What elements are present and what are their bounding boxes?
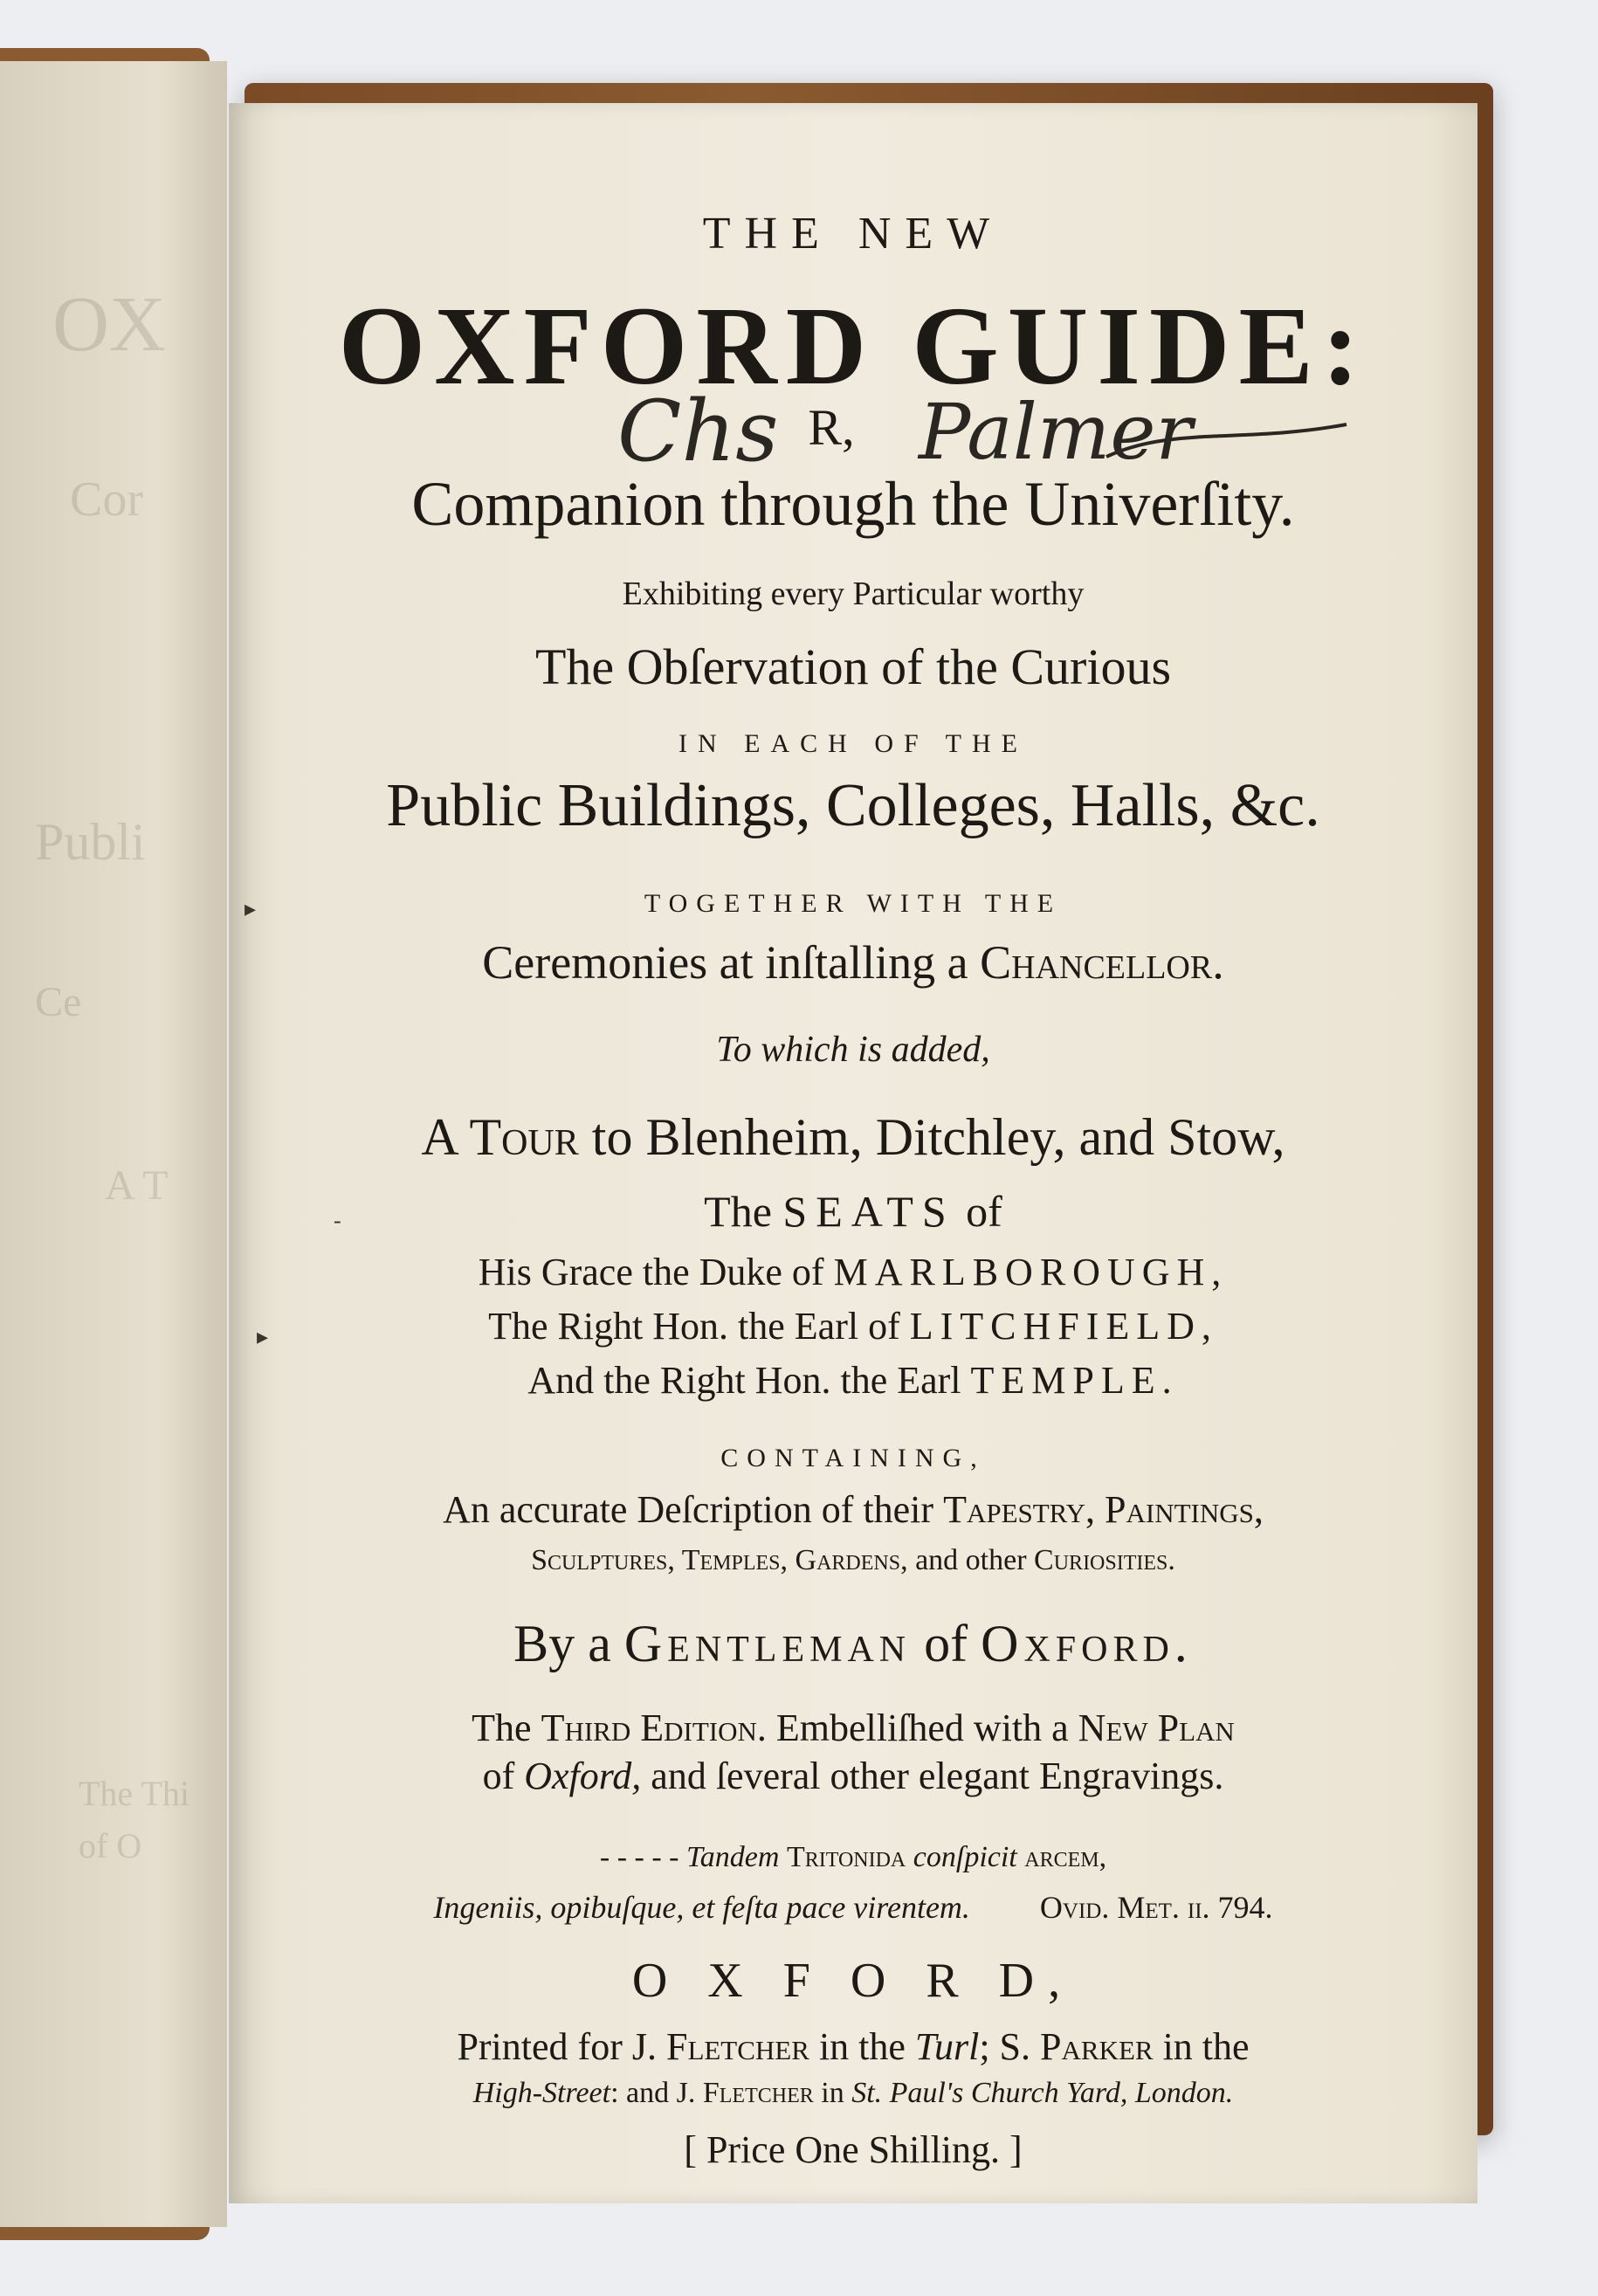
line-edition bbox=[229, 1706, 1477, 1750]
line-ceremonies bbox=[229, 935, 1477, 989]
left-page bbox=[0, 61, 227, 2227]
line-exhibiting: Exhibiting every Particular worthy bbox=[622, 576, 1085, 612]
line-in-each: IN EACH OF THE bbox=[678, 729, 1028, 758]
ed-d: New Plan bbox=[1078, 1706, 1235, 1749]
printed-c: in the bbox=[809, 2025, 915, 2068]
of-c: and ſeveral other elegant Engravings. bbox=[641, 1755, 1224, 1797]
quote2-a: Ingeniis, opibuſque, et feſta pace virentem. bbox=[433, 1890, 970, 1925]
line-high-street bbox=[229, 2077, 1477, 2110]
line-together: TOGETHER WITH THE bbox=[644, 889, 1063, 918]
ed-a: The bbox=[472, 1706, 541, 1749]
line-imprint-city: O X F O R D, bbox=[631, 1954, 1075, 2008]
line-tour bbox=[229, 1107, 1477, 1168]
line-seats bbox=[229, 1186, 1477, 1237]
by-b: Gentleman bbox=[623, 1615, 912, 1672]
litch-b: LITCHFIELD, bbox=[909, 1305, 1218, 1348]
printed-g: in the bbox=[1153, 2025, 1250, 2068]
ed-c: Embelliſhed with a bbox=[766, 1706, 1078, 1749]
duke-a: His Grace the Duke of bbox=[478, 1251, 834, 1293]
line-quote-2 bbox=[229, 1889, 1477, 1926]
printed-e: ; S. bbox=[979, 2025, 1041, 2068]
sculpt-a: Sculptures, Temples, Gardens, bbox=[531, 1544, 908, 1576]
of-b: Oxford, bbox=[524, 1755, 642, 1797]
duke-b: MARLBOROUGH, bbox=[833, 1251, 1229, 1293]
line-description bbox=[229, 1487, 1477, 1532]
desc-a: An accurate Deſcription of their bbox=[443, 1488, 944, 1531]
of-a: of bbox=[482, 1755, 525, 1797]
line-quote-1 bbox=[229, 1841, 1477, 1874]
chancellor-text: Chancellor. bbox=[980, 936, 1224, 989]
page-mark: - bbox=[334, 1208, 341, 1233]
line-price: [ Price One Shilling. ] bbox=[684, 2128, 1023, 2171]
ed-b: Third Edition. bbox=[541, 1706, 767, 1749]
main-title: OXFORD GUIDE: bbox=[338, 284, 1368, 408]
ghost-text: OX bbox=[52, 281, 166, 368]
line-public: Public Buildings, Colleges, Halls, &c. bbox=[386, 772, 1320, 839]
ghost-text: A T bbox=[105, 1162, 169, 1209]
high-d: in bbox=[813, 2077, 852, 2109]
line-temple bbox=[229, 1358, 1477, 1403]
ghost-text: Publi bbox=[35, 813, 146, 871]
quote1-d: conſpicit bbox=[906, 1841, 1025, 1873]
printed-b: Fletcher bbox=[665, 2025, 809, 2068]
quote2-b: Ovid. Met. ii. 794. bbox=[1039, 1890, 1273, 1925]
quote1-a: - - - - - bbox=[599, 1841, 687, 1873]
line-companion: Companion through the Univerſity. bbox=[411, 469, 1295, 539]
by-a: By a bbox=[513, 1615, 624, 1672]
tour-b: Tour bbox=[469, 1108, 579, 1166]
seats-c: of bbox=[954, 1187, 1002, 1236]
ceremonies-text: Ceremonies at inſtalling a bbox=[482, 936, 981, 989]
line-observation: The Obſervation of the Curious bbox=[534, 638, 1172, 695]
high-a: High-Street bbox=[472, 2077, 611, 2109]
temple-b: TEMPLE. bbox=[970, 1359, 1179, 1402]
line-by bbox=[229, 1614, 1477, 1674]
quote1-e: arcem, bbox=[1024, 1841, 1107, 1873]
line-of-oxford bbox=[229, 1754, 1477, 1798]
ghost-text: Ce bbox=[35, 979, 82, 1025]
line-sculptures bbox=[229, 1544, 1477, 1577]
by-c: of bbox=[911, 1615, 982, 1672]
high-e: St. Paul's Church Yard, London. bbox=[851, 2077, 1234, 2109]
tour-c: to Blenheim, Ditchley, and Stow, bbox=[578, 1108, 1285, 1166]
sculpt-b: and other bbox=[907, 1544, 1035, 1576]
ghost-text: The Thi bbox=[79, 1774, 190, 1813]
page-mark: ▸ bbox=[245, 896, 257, 921]
signature-flourish bbox=[1102, 417, 1355, 470]
high-b: : and J. bbox=[610, 2077, 703, 2109]
printed-d: Turl bbox=[914, 2025, 980, 2068]
printed-a: Printed for J. bbox=[457, 2025, 666, 2068]
line-added: To which is added, bbox=[716, 1030, 990, 1070]
ghost-text: of O bbox=[79, 1826, 142, 1865]
line-the-new: THE NEW bbox=[702, 209, 1004, 259]
title-page bbox=[229, 103, 1477, 2203]
high-c: Fletcher bbox=[702, 2077, 814, 2109]
page-mark: ▸ bbox=[257, 1324, 269, 1349]
line-duke bbox=[229, 1250, 1477, 1294]
sculpt-c: Curiosities. bbox=[1034, 1544, 1175, 1576]
temple-a: And the Right Hon. the Earl bbox=[527, 1359, 971, 1402]
line-containing: CONTAINING, bbox=[720, 1444, 986, 1472]
litch-a: The Right Hon. the Earl of bbox=[488, 1305, 910, 1348]
signature-first: Chs bbox=[617, 383, 779, 480]
line-litchfield bbox=[229, 1304, 1477, 1348]
ghost-text: Cor bbox=[70, 472, 143, 527]
signature-last: Palmer bbox=[919, 387, 1193, 477]
quote1-b: Tandem bbox=[686, 1841, 787, 1873]
printed-f: Parker bbox=[1040, 2025, 1154, 2068]
quote1-c: Tritonida bbox=[786, 1841, 906, 1873]
desc-b: Tapestry, Paintings, bbox=[943, 1488, 1264, 1531]
by-d: Oxford. bbox=[981, 1615, 1193, 1672]
tour-a: A bbox=[421, 1108, 470, 1166]
line-printed bbox=[229, 2024, 1477, 2069]
seats-b: SEATS bbox=[782, 1187, 955, 1236]
line-or: R, bbox=[808, 399, 855, 456]
seats-a: The bbox=[704, 1187, 783, 1236]
